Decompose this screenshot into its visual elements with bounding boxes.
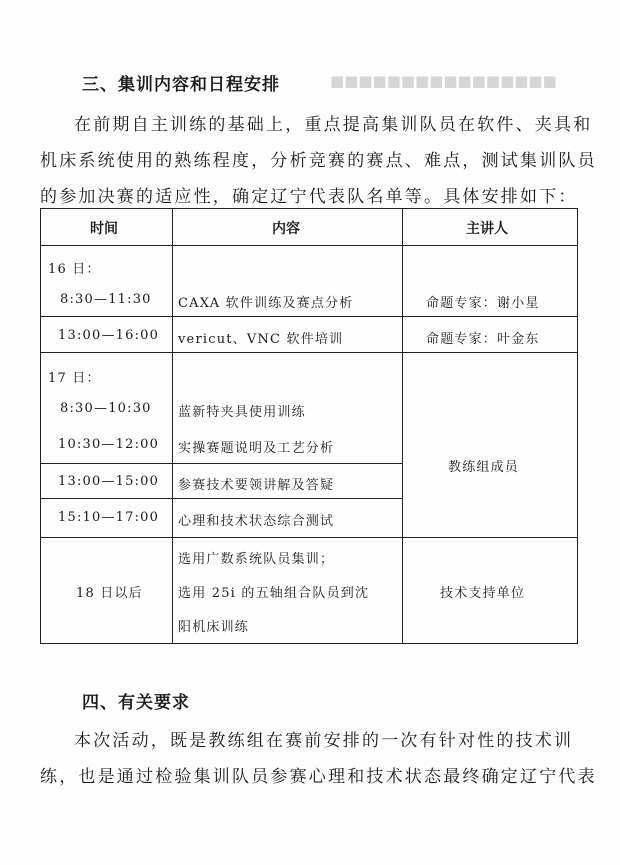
content-cell: 参赛技术要领讲解及答疑: [178, 478, 335, 493]
day-17-label: 17 日：: [48, 371, 101, 386]
section-3-para-line-2: 机床系统使用的熟练程度，分析竞赛的赛点、难点，测试集训队员: [40, 151, 597, 171]
header-speaker: 主讲人: [466, 221, 508, 237]
section-3-para-line-3: 的参加决赛的适应性，确定辽宁代表队名单等。具体安排如下：: [40, 187, 578, 207]
content-cell: 实操赛题说明及工艺分析: [178, 441, 335, 456]
time-cell: 13:00—15:00: [58, 474, 160, 489]
section-3-para-line-1: 在前期自主训练的基础上，重点提高集训队员在软件、夹具和: [74, 115, 593, 135]
section-4-heading: 四、有关要求: [82, 693, 190, 713]
content-line: 阳机床训练: [178, 620, 250, 635]
content-cell: 心理和技术状态综合测试: [178, 514, 335, 529]
content-cell: vericut、VNC 软件培训: [178, 332, 344, 347]
content-cell: CAXA 软件训练及赛点分析: [178, 296, 354, 311]
time-cell: 10:30—12:00: [58, 437, 160, 452]
time-cell: 18 日以后: [76, 586, 143, 601]
content-line: 选用 25i 的五轴组合队员到沈: [178, 586, 370, 601]
content-line: 选用广数系统队员集训；: [178, 552, 335, 567]
time-cell: 13:00—16:00: [58, 328, 160, 343]
speaker-cell: 技术支持单位: [440, 586, 526, 601]
header-content: 内容: [272, 221, 300, 237]
section-3-heading: 三、集训内容和日程安排: [82, 75, 280, 95]
speaker-cell: 命题专家：谢小星: [426, 296, 540, 311]
speaker-cell: 命题专家：叶金东: [426, 332, 540, 347]
time-cell: 8:30—11:30: [60, 292, 152, 307]
content-cell: 蓝新特夹具使用训练: [178, 405, 306, 420]
section-4-para-line-1: 本次活动，既是教练组在赛前安排的一次有针对性的技术训: [74, 731, 574, 751]
section-4-para-line-2: 练，也是通过检验集训队员参赛心理和技术状态最终确定辽宁代表: [40, 767, 597, 787]
bleed-through-mark: ■■■■■■■■■■■■■■■■: [330, 72, 557, 90]
time-cell: 15:10—17:00: [58, 510, 160, 525]
speaker-cell: 教练组成员: [448, 460, 520, 475]
time-cell: 8:30—10:30: [60, 401, 152, 416]
day-16-label: 16 日：: [48, 262, 101, 277]
header-time: 时间: [90, 221, 118, 237]
